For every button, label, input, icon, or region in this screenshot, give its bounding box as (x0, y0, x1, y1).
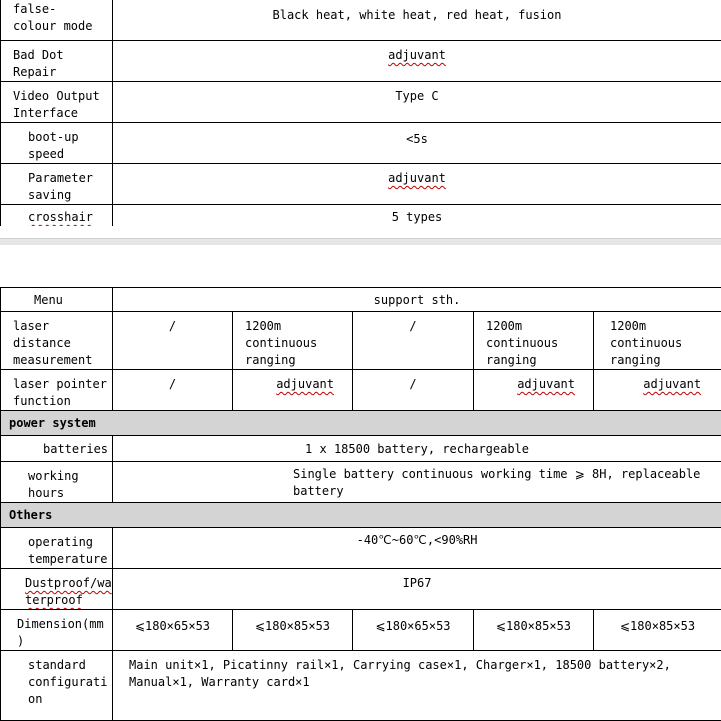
row-cell: ⩽180×85×53 (594, 610, 721, 651)
table-row (1, 651, 721, 721)
table-row (1, 41, 721, 82)
section-header-others (1, 503, 721, 528)
row-cell: 1200m continuous ranging (474, 312, 594, 370)
row-value: IP67 (113, 569, 721, 610)
row-value: Single battery continuous working time ⩾ 8H, replaceable battery (113, 462, 721, 503)
row-label: Menu (1, 288, 113, 312)
row-cell: / (353, 370, 474, 411)
table-row (1, 123, 721, 164)
table-row (1, 0, 721, 41)
row-label: batteries (1, 436, 113, 462)
row-label: Parameter saving (1, 164, 113, 205)
row-cell: 1200m continuous ranging (594, 312, 721, 370)
row-value: support sth. (374, 293, 461, 307)
row-value: Type C (113, 82, 721, 123)
row-cell: 1200m continuous ranging (233, 312, 353, 370)
row-label: laser pointer function (1, 370, 113, 411)
row-value: Main unit×1, Picatinny rail×1, Carrying case×1, Charger×1, 18500 battery×2, Manual×1, Warranty card×1 (113, 651, 721, 721)
table-row (1, 462, 721, 503)
row-cell: ⩽180×65×53 (353, 610, 474, 651)
table-row (1, 82, 721, 123)
row-value: Black heat, white heat, red heat, fusion (113, 0, 721, 41)
table-row (1, 164, 721, 205)
table-row (1, 528, 721, 569)
row-label: boot-up speed (1, 123, 113, 164)
row-cell: / (113, 312, 233, 370)
row-value: adjuvant (388, 48, 446, 62)
row-label: Bad Dot Repair (1, 41, 113, 82)
table-row (1, 436, 721, 462)
table-row (1, 569, 721, 610)
section-title: Others (1, 503, 721, 528)
row-value: 5 types (113, 205, 721, 231)
spec-table-bottom (0, 287, 721, 721)
row-label: operating temperature (1, 528, 113, 569)
row-cell: adjuvant (517, 377, 575, 391)
row-value: -40℃~60℃,<90%RH (113, 528, 721, 569)
table-row (1, 370, 721, 411)
row-cell: ⩽180×65×53 (113, 610, 233, 651)
table-row (1, 288, 721, 312)
page-break (0, 226, 721, 261)
row-cell: adjuvant (276, 377, 334, 391)
row-cell: / (353, 312, 474, 370)
row-label: Dimension(mm ) (1, 610, 113, 651)
page-divider (0, 238, 721, 245)
table-row (1, 312, 721, 370)
row-cell: ⩽180×85×53 (474, 610, 594, 651)
row-label: Dustproof/wa terproof (25, 576, 112, 607)
spec-table-top (0, 0, 721, 231)
row-value: <5s (113, 123, 721, 164)
row-label: crosshair (28, 210, 93, 224)
section-header-power (1, 411, 721, 436)
row-label: working hours (1, 462, 113, 503)
row-label: Video Output Interface (1, 82, 113, 123)
row-label: laser distance measurement (1, 312, 113, 370)
row-value: 1 x 18500 battery, rechargeable (113, 436, 721, 462)
row-value: adjuvant (388, 171, 446, 185)
section-title: power system (1, 411, 721, 436)
row-cell: adjuvant (643, 377, 701, 391)
row-label: standard configurati on (1, 651, 113, 721)
row-cell: ⩽180×85×53 (233, 610, 353, 651)
table-row (1, 610, 721, 651)
row-label: false- colour mode (1, 0, 113, 41)
row-cell: / (113, 370, 233, 411)
